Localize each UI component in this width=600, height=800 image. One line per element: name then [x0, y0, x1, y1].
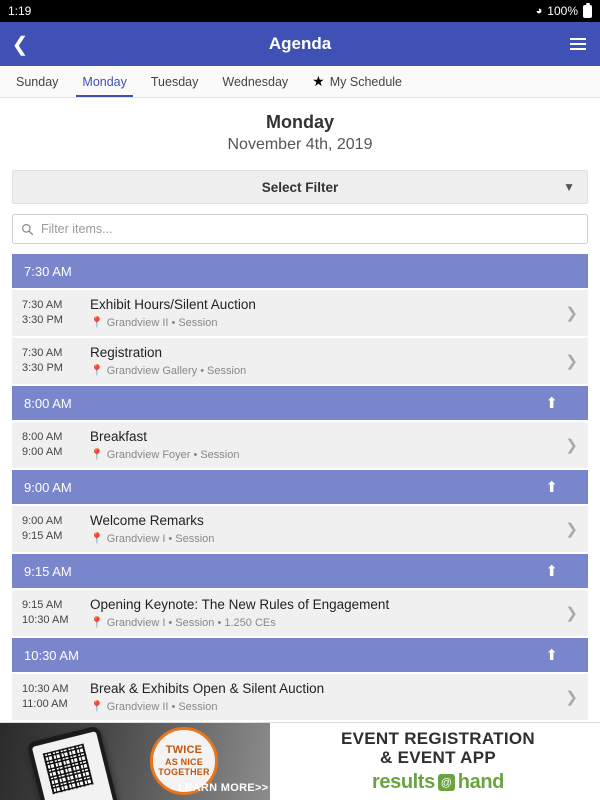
ad-image [0, 723, 270, 800]
session-times [22, 346, 84, 376]
session-location-row [90, 448, 559, 461]
arrow-up-icon[interactable]: ⬆ [545, 562, 558, 580]
session-meta: Session [200, 448, 240, 461]
time-group-label: 9:15 AM [24, 563, 72, 579]
session-times [22, 682, 84, 712]
tab-sunday[interactable] [4, 66, 70, 97]
session-start: 10:30 AM [22, 683, 69, 696]
session-row[interactable] [12, 290, 588, 336]
tab-label: Sunday [16, 74, 59, 89]
session-title: Welcome Remarks [90, 512, 204, 528]
session-location: Grandview Foyer [106, 448, 191, 461]
session-separator: • [168, 532, 173, 545]
session-separator: • [171, 700, 176, 713]
location-pin-icon: 📍 [90, 701, 104, 714]
session-info [84, 597, 559, 629]
session-start: 7:30 AM [22, 299, 63, 312]
time-group-label: 10:30 AM [24, 647, 79, 663]
ad-learn-more-label[interactable]: LEARN MORE>> [178, 782, 269, 794]
ad-banner[interactable] [0, 722, 600, 800]
session-location: Grandview II [106, 700, 169, 713]
session-row[interactable] [12, 506, 588, 552]
battery-icon [583, 5, 592, 18]
session-meta: Session • 1.250 CEs [175, 616, 276, 629]
arrow-up-icon[interactable]: ⬆ [545, 478, 558, 496]
ad-brand-text: results [372, 771, 435, 794]
hamburger-menu-icon[interactable] [556, 22, 600, 66]
location-pin-icon: 📍 [90, 533, 104, 546]
session-info [84, 681, 559, 713]
session-location: Grandview II [106, 316, 169, 329]
session-title: Breakfast [90, 428, 148, 444]
tab-label: My Schedule [329, 74, 402, 89]
session-location: Grandview I [106, 532, 166, 545]
session-row[interactable] [12, 422, 588, 468]
location-pin-icon: 📍 [90, 449, 104, 462]
session-separator: • [200, 364, 205, 377]
session-meta: Session [207, 364, 247, 377]
chevron-right-icon: ❯ [565, 437, 578, 454]
search-icon [21, 223, 34, 236]
session-location-row [90, 364, 559, 377]
location-pin-icon: 📍 [90, 317, 104, 330]
session-location-row [90, 316, 559, 329]
session-title: Exhibit Hours/Silent Auction [90, 296, 256, 312]
agenda-scroll-area[interactable] [0, 98, 600, 722]
session-location-row [90, 616, 559, 629]
at-symbol-icon: @ [438, 774, 455, 791]
back-arrow-icon[interactable]: ❮ [11, 33, 29, 56]
session-title: Break & Exhibits Open & Silent Auction [90, 680, 325, 696]
time-group-header[interactable] [12, 386, 588, 420]
time-group-header[interactable] [12, 638, 588, 672]
session-times [22, 598, 84, 628]
session-times [22, 514, 84, 544]
ad-text [270, 723, 600, 800]
session-info [84, 297, 559, 329]
select-filter-label: Select Filter [261, 179, 339, 195]
search-input[interactable] [41, 222, 579, 236]
day-header-day: Monday [265, 112, 334, 132]
location-pin-icon: 📍 [90, 365, 104, 378]
status-bar-time: 1:19 [8, 4, 32, 18]
time-group-label: 9:00 AM [24, 479, 72, 495]
chevron-right-icon: ❯ [565, 305, 578, 322]
time-group-header[interactable] [12, 254, 588, 288]
app-bar [0, 22, 600, 66]
phone-illustration-icon [27, 725, 120, 800]
session-row[interactable] [12, 590, 588, 636]
session-end: 9:15 AM [22, 530, 63, 542]
session-end: 3:30 PM [22, 314, 63, 326]
session-info [84, 513, 559, 545]
day-tabs [0, 66, 600, 98]
time-group-label: 8:00 AM [24, 395, 72, 411]
session-row[interactable] [12, 338, 588, 384]
arrow-up-icon[interactable]: ⬆ [545, 394, 558, 412]
time-group-header[interactable] [12, 554, 588, 588]
session-location-row [90, 532, 559, 545]
day-header-date: November 4th, 2019 [227, 136, 373, 153]
time-group-label: 7:30 AM [24, 263, 72, 279]
chevron-down-icon: ▼ [563, 180, 575, 194]
session-separator: • [193, 448, 198, 461]
session-title: Registration [90, 344, 163, 360]
search-box[interactable] [12, 214, 588, 244]
agenda-list [0, 254, 600, 722]
chevron-right-icon: ❯ [565, 353, 578, 370]
session-times [22, 430, 84, 460]
session-row[interactable] [12, 674, 588, 720]
session-end: 10:30 AM [22, 614, 69, 626]
tab-my-schedule[interactable] [300, 66, 414, 97]
chevron-right-icon: ❯ [565, 521, 578, 538]
chevron-right-icon: ❯ [565, 605, 578, 622]
session-end: 11:00 AM [22, 698, 68, 710]
session-location: Grandview I [106, 616, 166, 629]
session-title: Opening Keynote: The New Rules of Engagement [90, 596, 390, 612]
star-icon: ★ [312, 73, 325, 89]
session-times [22, 298, 84, 328]
session-meta: Session [178, 700, 218, 713]
page-title: Agenda [268, 34, 332, 53]
session-location-row [90, 700, 559, 713]
tab-tuesday[interactable] [139, 66, 210, 97]
search-container [12, 214, 588, 244]
session-info [84, 429, 559, 461]
ad-badge-line3: TOGETHER [158, 767, 210, 778]
battery-percent-label: 100% [547, 4, 578, 18]
ad-brand-logo [372, 771, 504, 794]
session-meta: Session [178, 316, 218, 329]
session-meta: Session [175, 532, 215, 545]
session-separator: • [168, 616, 173, 629]
tab-wednesday[interactable] [210, 66, 300, 97]
day-header [0, 98, 600, 160]
status-bar [0, 0, 600, 22]
tab-label: Tuesday [150, 74, 199, 89]
qr-code-icon [43, 744, 94, 795]
session-location: Grandview Gallery [106, 364, 198, 377]
select-filter-button[interactable] [12, 170, 588, 204]
ad-headline-line2: & EVENT APP [379, 748, 497, 767]
status-bar-right [536, 4, 592, 18]
chevron-right-icon: ❯ [565, 689, 578, 706]
ad-headline-line1: EVENT REGISTRATION [341, 728, 535, 748]
arrow-up-icon[interactable]: ⬆ [545, 646, 558, 664]
session-end: 3:30 PM [22, 362, 63, 374]
location-pin-icon: 📍 [90, 617, 104, 630]
session-info [84, 345, 559, 377]
session-start: 9:15 AM [22, 599, 63, 612]
session-start: 7:30 AM [22, 347, 63, 360]
time-group-header[interactable] [12, 470, 588, 504]
session-start: 9:00 AM [22, 515, 63, 528]
ad-badge-line2: AS NICE [165, 756, 203, 767]
tab-monday[interactable] [70, 66, 138, 97]
tab-label: Monday [82, 74, 127, 89]
ad-badge-line1: TWICE [165, 744, 203, 757]
wifi-icon: ◕ [535, 4, 543, 17]
session-start: 8:00 AM [22, 431, 63, 444]
ad-brand-suffix: hand [457, 771, 504, 794]
session-separator: • [171, 316, 176, 329]
session-end: 9:00 AM [22, 446, 63, 458]
tab-label: Wednesday [222, 74, 289, 89]
